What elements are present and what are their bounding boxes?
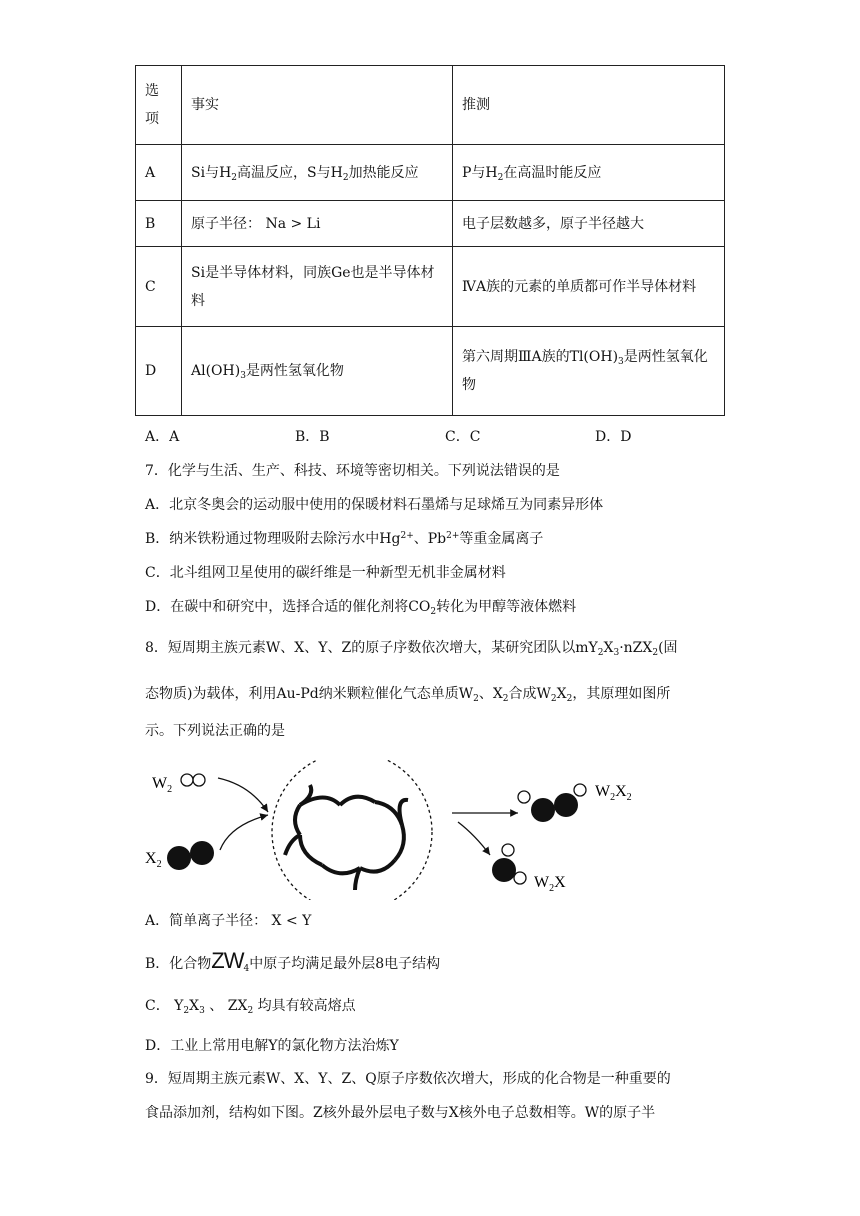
q6-option-d[interactable]: D．D [595,429,632,445]
row-option: C [136,247,182,327]
q8-option-d[interactable]: D．工业上常用电解Y的氯化物方法治炼Y [145,1038,399,1054]
w-atom-icon [514,872,526,884]
x-atom-icon [492,858,516,882]
row-fact: Si与$H_2$高温反应，S与$H_2$加热能反应 [182,145,453,201]
table-row [136,145,725,201]
row-guess: 第六周期ⅢA族的$Tl(OH)_3$是两性氢氧化物 [453,327,725,416]
w-atom-icon [518,791,530,803]
table-row [136,201,725,247]
w-atom-icon [181,774,193,786]
header-option-2: 项 [145,111,159,127]
q6-option-b[interactable]: B．B [295,429,330,445]
table-header-row [136,66,725,145]
table-row [136,247,725,327]
carrier-structure-icon [285,785,408,890]
arrow-icon [220,815,268,850]
q7-option-b[interactable]: B．纳米铁粉通过物理吸附去除污水中$Hg^{2+}$、$Pb^{2+}$等重金属离子 [145,531,544,547]
w-atom-icon [574,784,586,796]
q8-stem-line-3: 示。下列说法正确的是 [145,723,285,739]
table-row [136,327,725,416]
x-atom-icon [190,841,214,865]
x-atom-icon [554,793,578,817]
row-fact: $Al(OH)_3$是两性氢氧化物 [182,327,453,416]
w2x2-label: $W_2X_2$ [595,783,632,803]
row-fact: 原子半径： Na > Li [182,201,453,247]
w-atom-icon [193,774,205,786]
q8-option-c[interactable]: C． $Y_2X_3$ 、 $ZX_2$ 均具有较高熔点 [145,998,356,1016]
w-atom-icon [502,844,514,856]
q8-stem-line-1: 8．短周期主族元素W、X、Y、Z的原子序数依次增大，某研究团队以$mY_2X_3\cdot nZX_2$(固 [145,640,678,658]
header-option-1: 选 [145,83,159,99]
header-guess-cell: 推测 [453,66,725,145]
row-guess: P与$H_2$在高温时能反应 [453,145,725,201]
q8-option-b[interactable]: B．化合物$ZW_4$中原子均满足最外层8电子结构 [145,948,441,974]
q6-option-c[interactable]: C．C [445,429,481,445]
row-guess: 电子层数越多，原子半径越大 [453,201,725,247]
w2-label: $W_2$ [152,775,173,795]
header-option-cell [136,66,182,145]
row-fact: Si是半导体材料，同族Ge也是半导体材料 [182,247,453,327]
q8-option-a[interactable]: A．简单离子半径： X < Y [145,913,312,929]
arrow-icon [218,778,268,812]
arrow-icon [458,822,490,855]
q7-option-d[interactable]: D．在碳中和研究中，选择合适的催化剂将$CO_2$转化为甲醇等液体燃料 [145,599,577,617]
row-guess: ⅣA族的元素的单质都可作半导体材料 [453,247,725,327]
reaction-diagram [140,760,660,900]
options-table [135,65,725,416]
row-option: D [136,327,182,416]
header-fact-cell: 事实 [182,66,453,145]
w2x-label: $W_2X$ [534,874,566,894]
q8-stem-line-2: 态物质)为载体，利用Au-Pd纳米颗粒催化气态单质$W_2$、$X_2$合成$W_2X_2$，其原理如图所 [145,686,671,704]
q6-options [145,426,745,446]
q9-stem-line-2: 食品添加剂，结构如下图。Z核外最外层电子数与X核外电子总数相等。W的原子半 [145,1105,656,1121]
x2-label: $X_2$ [145,850,162,870]
q9-stem-line-1: 9．短周期主族元素W、X、Y、Z、Q原子序数依次增大，形成的化合物是一种重要的 [145,1071,671,1087]
q7-option-c[interactable]: C．北斗组网卫星使用的碳纤维是一种新型无机非金属材料 [145,565,506,581]
q7-stem: 7．化学与生活、生产、科技、环境等密切相关。下列说法错误的是 [145,463,560,479]
x-atom-icon [167,846,191,870]
row-option: B [136,201,182,247]
q7-option-a[interactable]: A．北京冬奥会的运动服中使用的保暖材料石墨烯与足球烯互为同素异形体 [145,497,604,513]
row-option: A [136,145,182,201]
q6-option-a[interactable]: A．A [145,429,180,445]
x-atom-icon [531,798,555,822]
